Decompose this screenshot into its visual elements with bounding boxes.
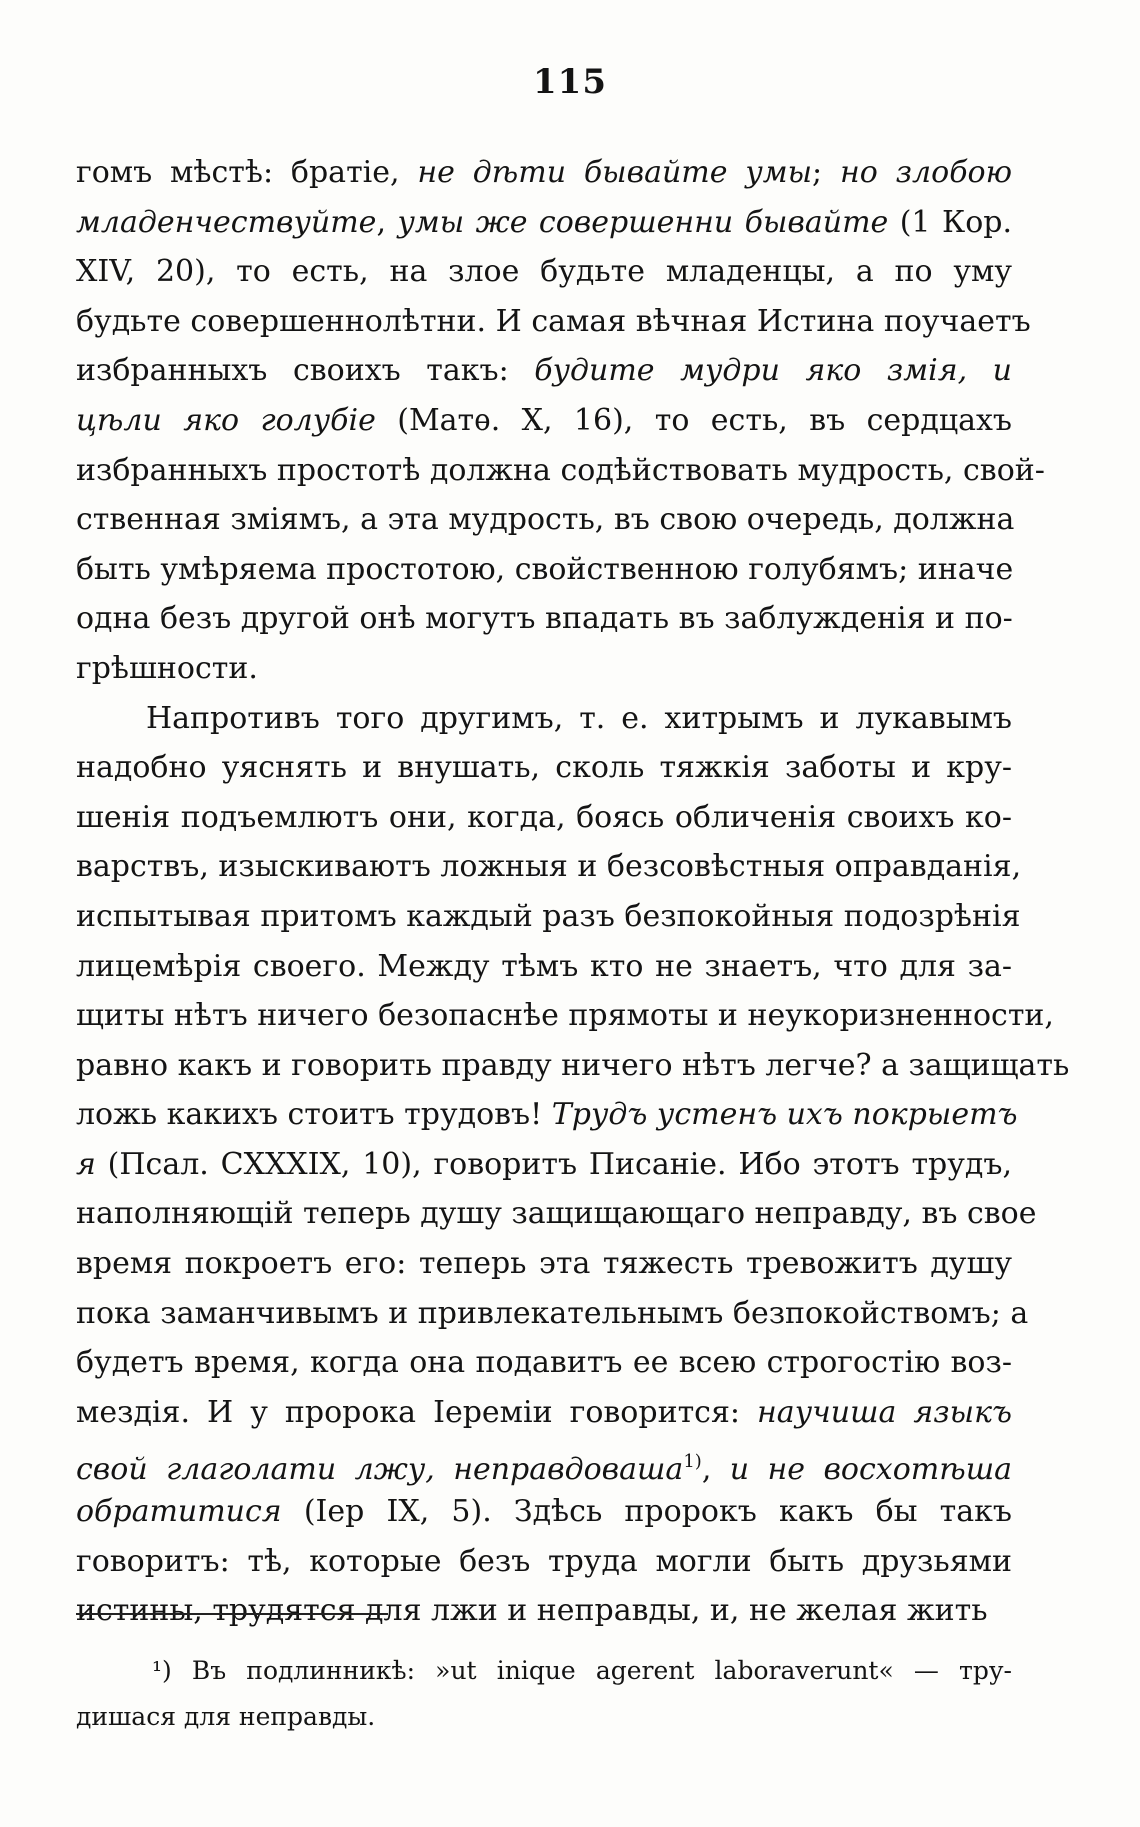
main-text — [76, 148, 1070, 1636]
text-segment: варствъ, изыскиваютъ ложныя и безсовѣстныя оправданія, — [76, 849, 1022, 885]
page-number: 115 — [533, 62, 607, 102]
text-segment: (Iер IX, 5). Здѣсь пророкъ какъ бы такъ — [281, 1494, 1012, 1530]
text-segment: быть умѣряема простотою, свойственною голубямъ; иначе — [76, 551, 1014, 587]
text-segment: время покроетъ его: теперь эта тяжесть тревожитъ душу — [76, 1246, 1012, 1282]
text-line — [76, 1289, 1029, 1339]
italic-quote: свой глаголати лжу, неправдоваша — [76, 1452, 684, 1488]
text-line — [76, 1586, 1012, 1636]
text-line — [76, 396, 1012, 446]
text-segment: мездія. И у пророка Іереміи говорится: — [76, 1394, 758, 1430]
italic-quote: цѣли яко голубіе — [76, 402, 376, 438]
text-segment: шенія подъемлютъ они, когда, боясь обличенія своихъ ко- — [76, 799, 1012, 835]
italic-quote: научиша языкъ — [757, 1394, 1012, 1430]
text-line — [76, 1537, 1012, 1587]
text-line — [76, 594, 1012, 644]
text-segment: ложь какихъ стоитъ трудовъ! — [76, 1097, 552, 1133]
text-segment: избранныхъ своихъ такъ: — [76, 353, 535, 389]
text-line — [76, 446, 1045, 496]
text-line — [76, 1338, 1012, 1388]
text-segment: будьте совершеннолѣтни. И самая вѣчная Истина поучаетъ — [76, 303, 1031, 339]
text-line — [76, 198, 1012, 248]
text-line — [76, 1189, 1037, 1239]
text-segment: надобно уяснять и внушать, сколь тяжкія заботы и кру- — [76, 750, 1012, 786]
text-segment: XIV, 20), то есть, на злое будьте младенцы, а по уму — [76, 254, 1012, 290]
text-line — [76, 297, 1031, 347]
text-segment: гомъ мѣстѣ: братіе, — [76, 155, 418, 190]
text-segment: говоритъ: тѣ, которые безъ труда могли быть друзьями — [76, 1543, 1012, 1579]
text-line — [76, 346, 1012, 396]
text-line — [76, 1090, 1018, 1140]
text-line — [76, 247, 1012, 297]
italic-quote: младенчествуйте — [76, 204, 377, 240]
text-segment: наполняющій теперь душу защищающаго неправду, въ свое — [76, 1196, 1037, 1232]
italic-quote: обратитися — [76, 1494, 282, 1530]
text-segment: равно какъ и говорить правду ничего нѣтъ легче? а защищать — [76, 1047, 1070, 1083]
text-line — [76, 942, 1012, 992]
italic-quote: Трудъ устенъ ихъ покрыетъ — [551, 1097, 1018, 1133]
text-line — [76, 991, 1054, 1041]
text-segment: (Матѳ. X, 16), то есть, въ сердцахъ — [375, 402, 1012, 438]
text-line — [76, 148, 1012, 198]
text-segment: ; — [812, 155, 841, 190]
footnote-line: ¹) Въ подлинникѣ: »ut inique agerent laboraverunt« — тру- — [152, 1656, 1012, 1685]
italic-quote: умы же совершенни бывайте — [397, 204, 889, 240]
text-segment: грѣшности. — [76, 650, 258, 686]
text-line — [76, 1437, 1012, 1487]
text-line — [76, 495, 1015, 545]
italic-quote: не дѣти бывайте умы — [417, 155, 813, 190]
text-segment: (1 Кор. — [888, 204, 1012, 240]
text-line — [76, 545, 1012, 595]
text-segment: будетъ время, когда она подавитъ ее всею строгостію воз- — [76, 1345, 1012, 1381]
text-line — [76, 1041, 1070, 1091]
italic-quote: будите мудри яко змія, и — [534, 353, 1012, 389]
text-segment: избранныхъ простотѣ должна содѣйствовать мудрость, свой- — [76, 452, 1045, 488]
text-segment: ственная зміямъ, а эта мудрость, въ свою очередь, должна — [76, 502, 1015, 538]
footnote-line: дишася для неправды. — [76, 1702, 376, 1731]
text-line — [76, 644, 1012, 694]
text-line — [76, 842, 1022, 892]
text-line — [76, 793, 1012, 843]
text-line — [76, 1239, 1012, 1289]
footnote-divider — [76, 1613, 388, 1615]
text-line — [76, 694, 1012, 744]
text-line — [76, 1487, 1012, 1537]
text-segment: щиты нѣтъ ничего безопаснѣе прямоты и неукоризненности, — [76, 998, 1054, 1034]
text-line — [76, 892, 1021, 942]
italic-quote: и не восхотѣша — [729, 1452, 1013, 1488]
text-segment: (Псал. CXXXIX, 10), говоритъ Писаніе. Ибо этотъ трудъ, — [95, 1146, 1012, 1182]
text-segment: лицемѣрія своего. Между тѣмъ кто не знаетъ, что для за- — [76, 948, 1012, 984]
text-segment: истины, трудятся для лжи и неправды, и, не желая жить — [76, 1593, 988, 1629]
text-line — [76, 1388, 1012, 1438]
text-segment: испытывая притомъ каждый разъ безпокойныя подозрѣнія — [76, 898, 1021, 934]
italic-quote: но злобою — [840, 155, 1012, 190]
text-segment: пока заманчивымъ и привлекательнымъ безпокойствомъ; а — [76, 1295, 1029, 1331]
footnotes — [76, 1648, 1012, 1740]
text-segment: одна безъ другой онѣ могутъ впадать въ заблужденія и по- — [76, 601, 1013, 637]
text-line — [76, 1140, 1012, 1190]
text-segment: , — [701, 1452, 730, 1488]
text-segment: , — [376, 204, 398, 240]
text-line — [76, 743, 1012, 793]
text-segment: Напротивъ того другимъ, т. е. хитрымъ и лукавымъ — [146, 700, 1012, 736]
italic-quote: я — [76, 1146, 96, 1182]
footnote-marker: 1) — [683, 1451, 702, 1473]
